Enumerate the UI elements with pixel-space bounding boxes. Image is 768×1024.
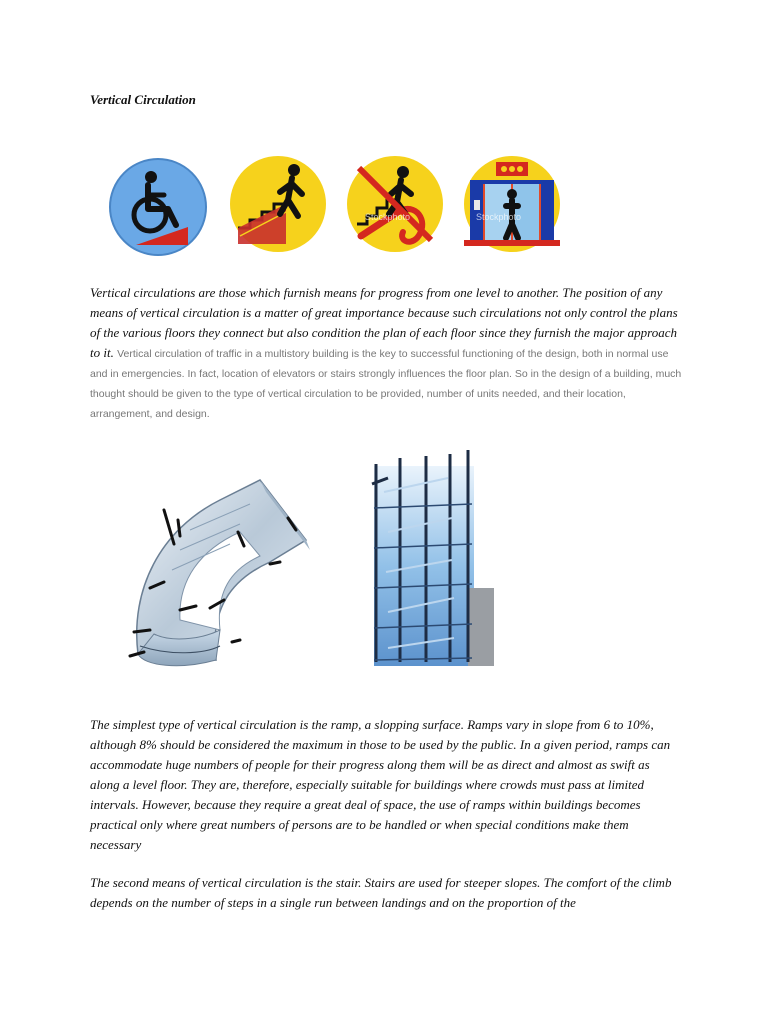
intro-paragraph-plain: Vertical circulation of traffic in a multistory building is the key to successful functioning of the design, both in normal use and in emergencies. In fact, location of elevators or stairs strongly influences the floor plan. So in the design of a building, much thought should be given to the type of vertical circulation to be provided, number of units needed, and their location, arrangement, and design. (90, 348, 682, 420)
watermark-text: Stockphoto (365, 212, 411, 222)
intro-paragraph-italic: Vertical circulations are those which furnish means for progress from one level to another. The position of any means of vertical circulation is a matter of great importance because such circulations not only control the plans of the various floors they connect but also condition the plan of each floor since they furnish the major approach to it. (90, 285, 678, 360)
ramp-paragraph: The simplest type of vertical circulation is the ramp, a slopping surface. Ramps vary in slope from 6 to 10%, although 8% should be considered the maximum in those to be used by the public. In a given period, ramps can accommodate huge numbers of people for their progress along them will be as direct and almost as swift as along a level floor. They are, therefore, especially suitable for buildings where crowds must pass at limited intervals. However, because they require a great deal of space, the use of ramps within buildings becomes practical only where great numbers of persons are to be handled or when special conditions make them necessary (90, 717, 671, 852)
page-title: Vertical Circulation (90, 92, 196, 107)
escalator-icon (345, 154, 445, 254)
glass-ramp-illustration (120, 470, 320, 680)
watermark-text: Stockphoto (476, 212, 522, 222)
wheelchair-ramp-icon (108, 157, 208, 257)
stairs-climber-icon (228, 154, 328, 254)
intro-paragraph (90, 283, 685, 423)
stair-paragraph: The second means of vertical circulation is the stair. Stairs are used for steeper slopes. The comfort of the climb depends on the number of steps in a single run between landings and on the proportion of the (90, 875, 672, 910)
elevator-icon (462, 154, 562, 254)
glass-stair-tower-illustration (368, 448, 498, 673)
